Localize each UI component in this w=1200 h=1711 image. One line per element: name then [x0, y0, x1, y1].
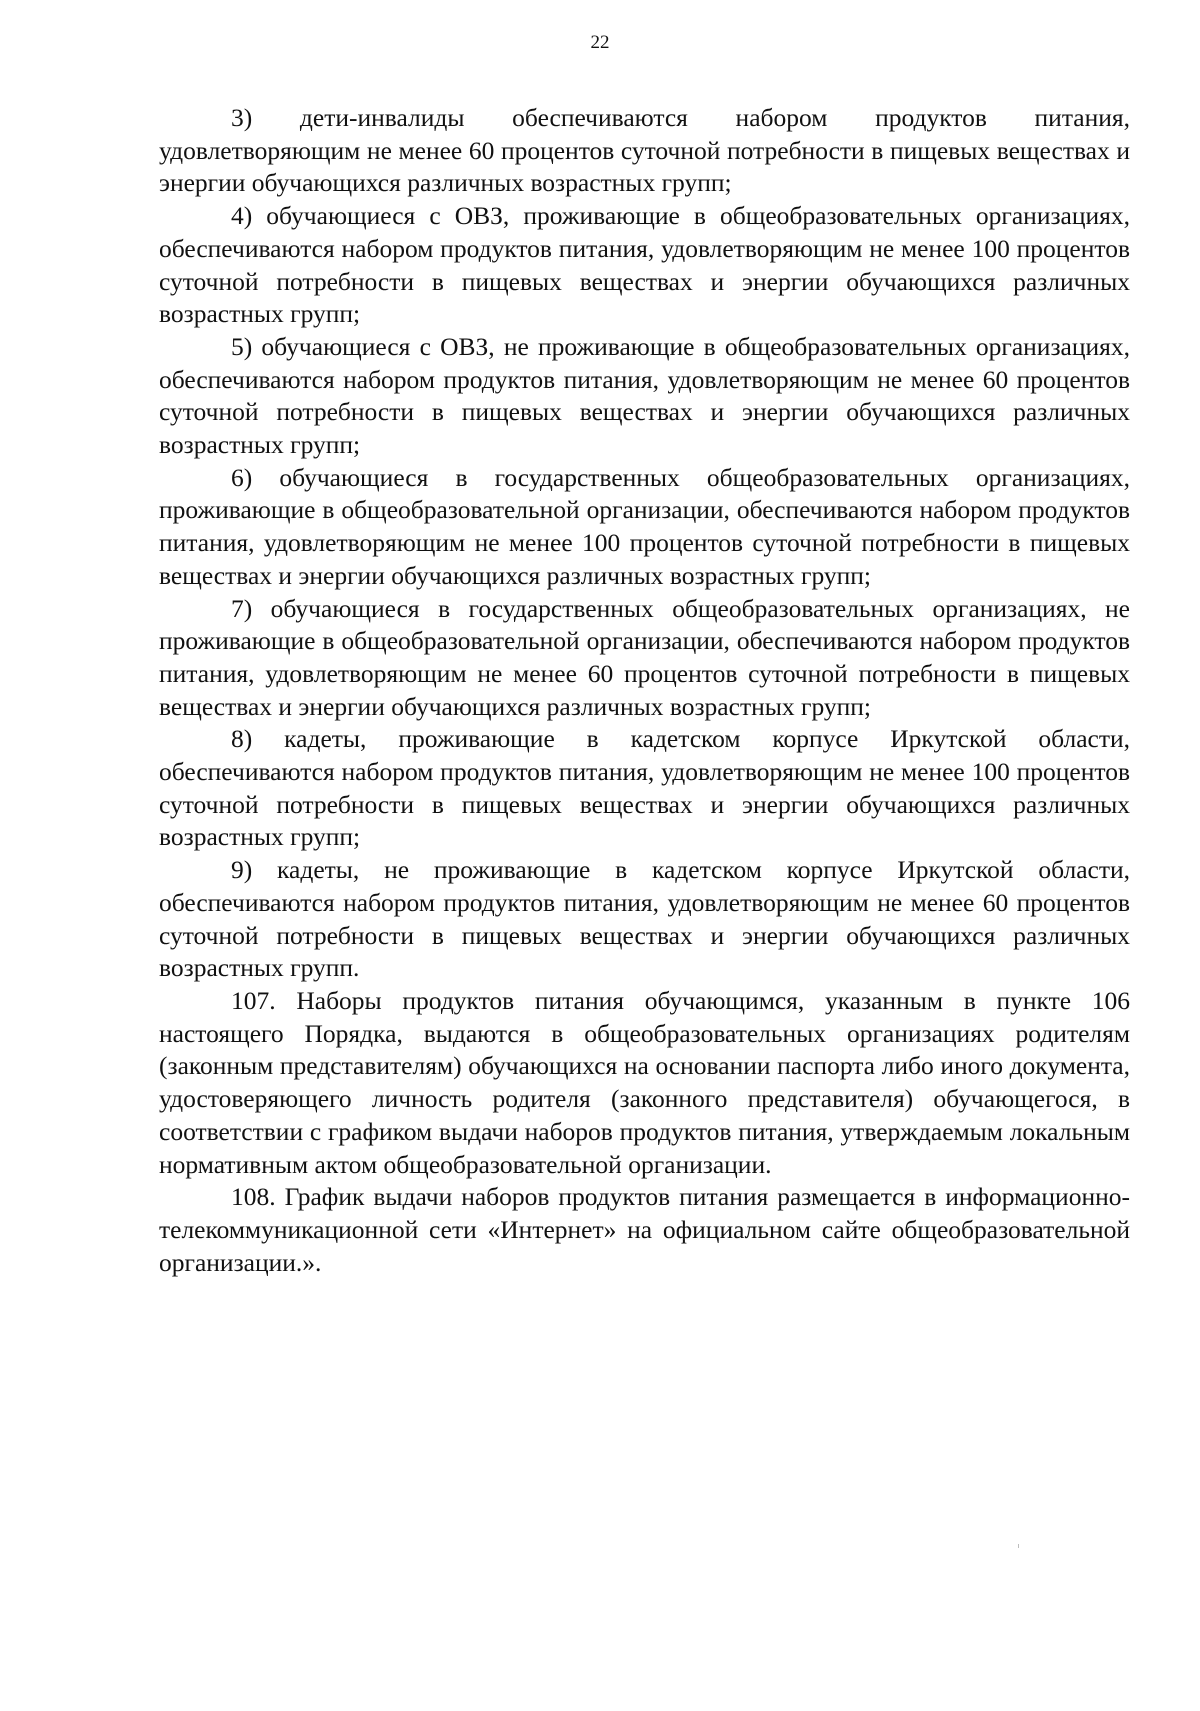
paragraph-clause-107: 107. Наборы продуктов питания обучающимся, указанным в пункте 106 настоящего Порядка, выдаются в общеобразовательных организациях родителям (законным представителям) обучающихся на основании паспорта либо иного документа, удостоверяющего личность родителя (законного представителя) обучающегося, в соответствии с графиком выдачи наборов продуктов питания, утверждаемым локальным нормативным актом общеобразовательной организации.	[159, 985, 1130, 1179]
document-body	[159, 102, 1130, 1279]
page-number: 22	[590, 32, 610, 53]
scan-artifact	[1018, 1544, 1019, 1548]
paragraph-item-9: 9) кадеты, не проживающие в кадетском корпусе Иркутской области, обеспечиваются набором продуктов питания, удовлетворяющим не менее 60 процентов суточной потребности в пищевых веществах и энергии обучающихся различных возрастных групп.	[159, 855, 1130, 983]
paragraph-item-4: 4) обучающиеся с ОВЗ, проживающие в общеобразовательных организациях, обеспечиваются набором продуктов питания, удовлетворяющим не менее 100 процентов суточной потребности в пищевых веществах и энергии обучающихся различных возрастных групп;	[159, 201, 1130, 329]
paragraph-item-8: 8) кадеты, проживающие в кадетском корпусе Иркутской области, обеспечиваются набором продуктов питания, удовлетворяющим не менее 100 процентов суточной потребности в пищевых веществах и энергии обучающихся различных возрастных групп;	[159, 724, 1130, 852]
paragraph-item-7: 7) обучающиеся в государственных общеобразовательных организациях, не проживающие в общеобразовательной организации, обеспечиваются набором продуктов питания, удовлетворяющим не менее 60 процентов суточной потребности в пищевых веществах и энергии обучающихся различных возрастных групп;	[159, 593, 1130, 721]
paragraph-item-5: 5) обучающиеся с ОВЗ, не проживающие в общеобразовательных организациях, обеспечиваются набором продуктов питания, удовлетворяющим не менее 60 процентов суточной потребности в пищевых веществах и энергии обучающихся различных возрастных групп;	[159, 331, 1130, 460]
paragraph-item-6: 6) обучающиеся в государственных общеобразовательных организациях, проживающие в общеобразовательной организации, обеспечиваются набором продуктов питания, удовлетворяющим не менее 100 процентов суточной потребности в пищевых веществах и энергии обучающихся различных возрастных групп;	[159, 462, 1130, 590]
paragraph-item-3: 3) дети-инвалиды обеспечиваются набором продуктов питания, удовлетворяющим не менее 60 процентов суточной потребности в пищевых веществах и энергии обучающихся различных возрастных групп;	[159, 103, 1130, 198]
paragraph-clause-108: 108. График выдачи наборов продуктов питания размещается в информационно-телекоммуникационной сети «Интернет» на официальном сайте общеобразовательной организации.».	[159, 1182, 1130, 1277]
